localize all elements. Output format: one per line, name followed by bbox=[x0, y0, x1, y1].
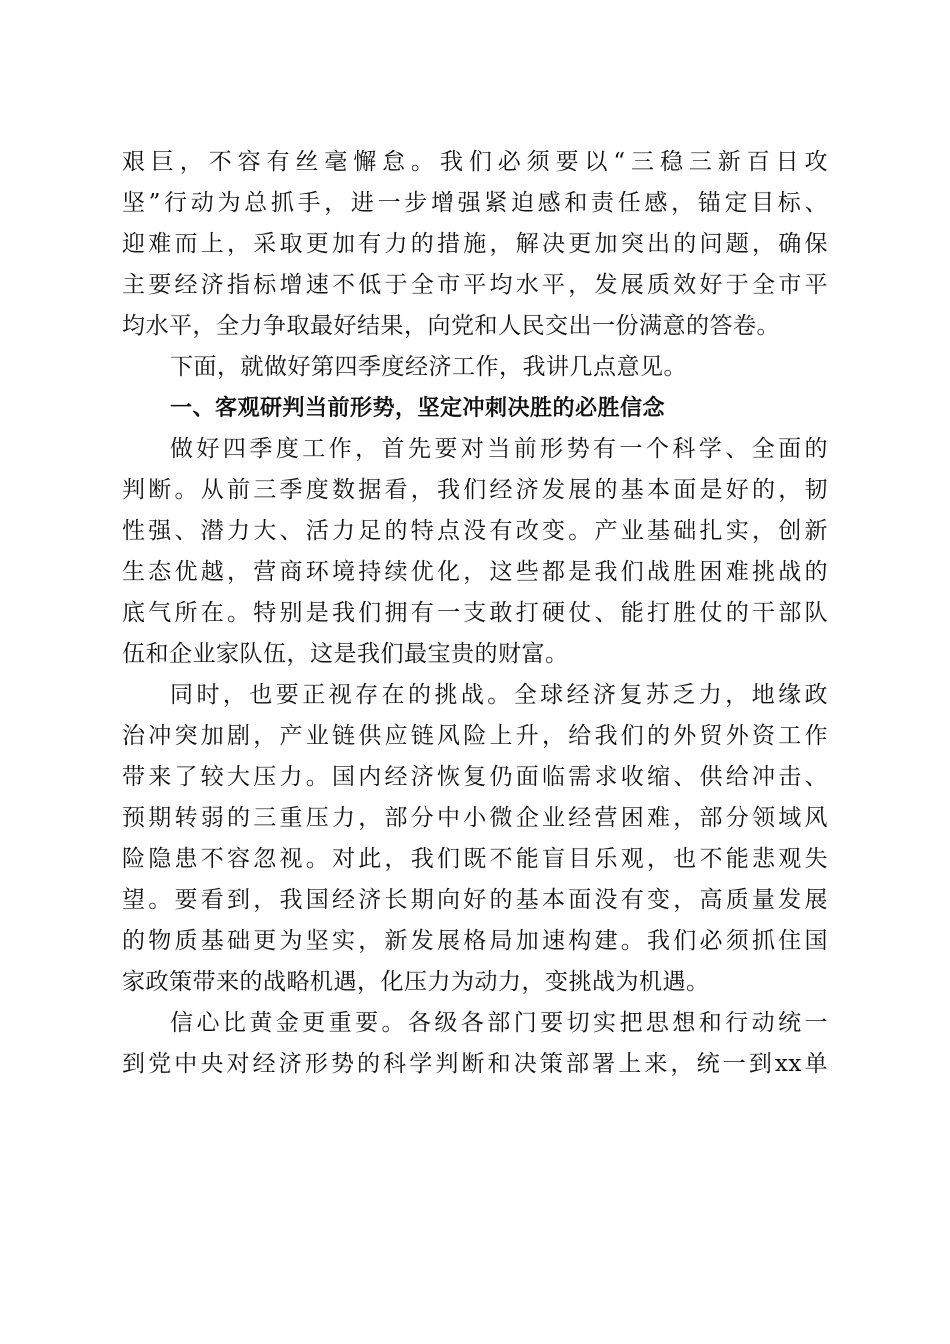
paragraph-line: 同时，也要正视存在的挑战。全球经济复苏乏力，地缘政 bbox=[170, 682, 828, 708]
paragraph-line: 信心比黄金更重要。各级各部门要切实把思想和行动统一 bbox=[170, 1010, 828, 1036]
paragraph-line: 性强、潜力大、活力足的特点没有改变。产业基础扎实，创新 bbox=[122, 518, 828, 544]
paragraph-1 bbox=[122, 142, 828, 347]
paragraph-line: 治冲突加剧，产业链供应链风险上升，给我们的外贸外资工作 bbox=[122, 723, 828, 749]
paragraph-line: 均水平，全力争取最好结果，向党和人民交出一份满意的答卷。 bbox=[122, 313, 780, 339]
paragraph-line: 判断。从前三季度数据看，我们经济发展的基本面是好的，韧 bbox=[122, 477, 828, 503]
paragraph-5 bbox=[122, 1003, 828, 1085]
paragraph-line: 预期转弱的三重压力，部分中小微企业经营困难，部分领域风 bbox=[122, 805, 828, 831]
section-heading-1 bbox=[122, 388, 828, 429]
paragraph-line: 的物质基础更为坚实，新发展格局加速构建。我们必须抓住国 bbox=[122, 928, 828, 954]
paragraph-3 bbox=[122, 429, 828, 675]
paragraph-line: 做好四季度工作，首先要对当前形势有一个科学、全面的 bbox=[170, 436, 828, 462]
paragraph-line: 望。要看到，我国经济长期向好的基本面没有变，高质量发展 bbox=[122, 887, 828, 913]
paragraph-line: 带来了较大压力。国内经济恢复仍面临需求收缩、供给冲击、 bbox=[122, 764, 828, 790]
paragraph-line: 伍和企业家队伍，这是我们最宝贵的财富。 bbox=[122, 641, 569, 667]
paragraph-line: 到党中央对经济形势的科学判断和决策部署上来，统一到xx单 bbox=[122, 1051, 828, 1077]
paragraph-line: 底气所在。特别是我们拥有一支敢打硬仗、能打胜仗的干部队 bbox=[122, 600, 828, 626]
paragraph-2 bbox=[122, 347, 828, 388]
paragraph-line: 险隐患不容忽视。对此，我们既不能盲目乐观，也不能悲观失 bbox=[122, 846, 828, 872]
paragraph-line: 迎难而上，采取更加有力的措施，解决更加突出的问题，确保 bbox=[122, 231, 828, 257]
paragraph-line: 艰巨，不容有丝毫懈怠。我们必须要以“三稳三新百日攻 bbox=[122, 149, 828, 175]
paragraph-line: 生态优越，营商环境持续优化，这些都是我们战胜困难挑战的 bbox=[122, 559, 828, 585]
paragraph-4 bbox=[122, 675, 828, 1003]
paragraph-line: 主要经济指标增速不低于全市平均水平，发展质效好于全市平 bbox=[122, 272, 828, 298]
paragraph-line: 坚”行动为总抓手，进一步增强紧迫感和责任感，锚定目标、 bbox=[122, 190, 828, 216]
document-body bbox=[122, 142, 828, 1085]
paragraph-line: 家政策带来的战略机遇，化压力为动力，变挑战为机遇。 bbox=[122, 969, 710, 995]
section-heading: 一、客观研判当前形势，坚定冲刺决胜的必胜信念 bbox=[170, 396, 666, 421]
paragraph-line: 下面，就做好第四季度经济工作，我讲几点意见。 bbox=[170, 354, 687, 380]
